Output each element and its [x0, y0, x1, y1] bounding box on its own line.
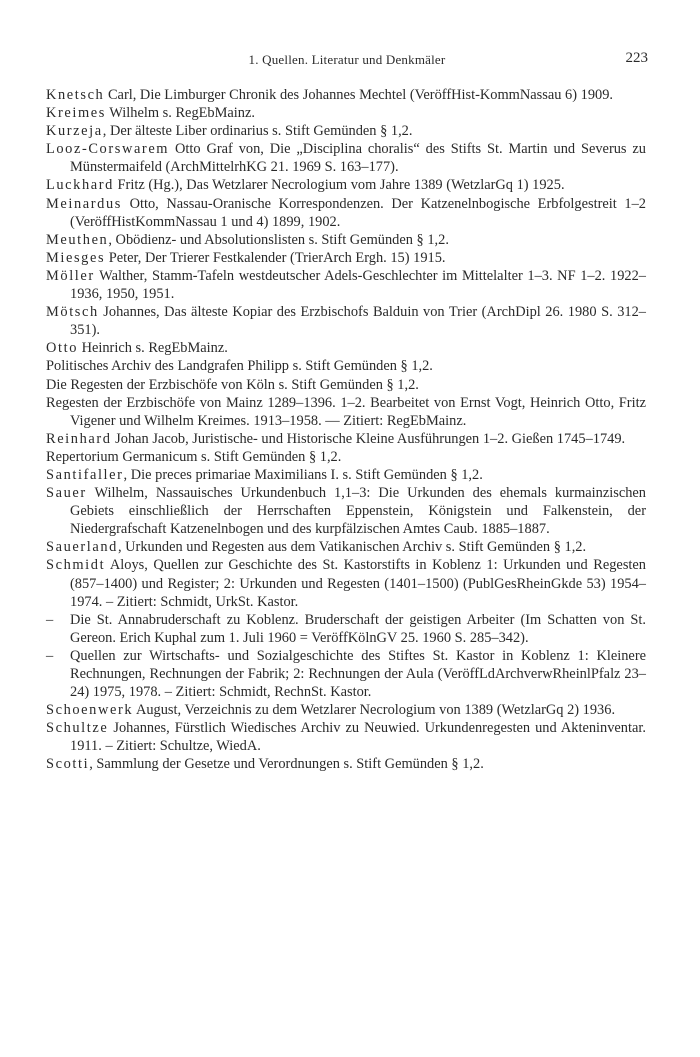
- entry-text: Wilhelm, Nassauisches Urkundenbuch 1,1–3: Die Urkunden des ehemals kurmainzischen Gebiets einschließlich der Herrschaften Eppenstein, Königstein und Falkenstein, der Niedergrafschaft Katzenelnbogen und des kurpfälzischen Amtes Caub. 1885–1887.: [70, 485, 646, 538]
- entry-text: Die St. Annabruderschaft zu Koblenz. Bruderschaft der geistigen Arbeiter (Im Schatten von St. Gereon. Erich Kuphal zum 1. Juli 1960 = VeröffKölnGV 25. 1960 S. 285–342).: [70, 611, 646, 646]
- bibliography-entry: [46, 719, 646, 755]
- entry-text: Johan Jacob, Juristische- und Historische Kleine Ausführungen 1–2. Gießen 1745–1749.: [111, 430, 626, 447]
- author-name: Mötsch: [46, 304, 99, 321]
- entry-text: Repertorium Germanicum s. Stift Gemünden § 1,2.: [46, 448, 342, 465]
- entry-text: Politisches Archiv des Landgrafen Philipp s. Stift Gemünden § 1,2.: [46, 358, 433, 375]
- bibliography-entry: [46, 357, 646, 375]
- bibliography-entry: [46, 466, 646, 484]
- author-name: Knetsch: [46, 87, 105, 103]
- author-name: Möller: [46, 267, 95, 284]
- entry-text: Fritz (Hg.), Das Wetzlarer Necrologium vom Jahre 1389 (WetzlarGq 1) 1925.: [113, 177, 565, 194]
- entry-text: August, Verzeichnis zu dem Wetzlarer Necrologium von 1389 (WetzlarGq 2) 1936.: [133, 702, 616, 719]
- author-name: Sauerland: [46, 539, 118, 556]
- entry-text: Carl, Die Limburger Chronik des Johannes Mechtel (VeröffHist-KommNassau 6) 1909.: [104, 87, 613, 103]
- author-name: Scotti: [46, 756, 90, 773]
- bibliography-list: [46, 86, 646, 774]
- author-name: Schmidt: [46, 557, 106, 574]
- bibliography-entry: [46, 339, 646, 357]
- entry-text: , Die preces primariae Maximilians I. s. Stift Gemünden § 1,2.: [123, 466, 483, 483]
- entry-text: , Urkunden und Regesten aus dem Vatikanischen Archiv s. Stift Gemünden § 1,2.: [117, 539, 587, 556]
- bibliography-entry: [46, 303, 646, 339]
- author-name: Luckhard: [46, 177, 114, 194]
- bibliography-entry: [46, 104, 646, 122]
- author-name: Sauer: [46, 485, 87, 502]
- author-name: Otto: [46, 340, 78, 357]
- bibliography-entry: [46, 484, 646, 538]
- page-header: [46, 50, 648, 70]
- entry-text: Otto, Nassau-Oranische Korrespondenzen. Der Katzenelnbogische Erbfolgestreit 1–2 (VeröffHistKommNassau 1 und 4) 1899, 1902.: [70, 195, 646, 230]
- entry-text: , Der älteste Liber ordinarius s. Stift Gemünden § 1,2.: [102, 123, 413, 140]
- bibliography-entry: [46, 195, 646, 231]
- entry-text: Regesten der Erzbischöfe von Mainz 1289–1396. 1–2. Bearbeitet von Ernst Vogt, Heinrich Otto, Fritz Vigener und Wilhelm Kreimes. 1913–1958. — Zitiert: RegEbMainz.: [46, 394, 646, 429]
- bibliography-entry: [46, 611, 646, 647]
- ditto-dash: –: [46, 611, 54, 628]
- bibliography-entry: [46, 86, 646, 104]
- entry-text: , Sammlung der Gesetze und Verordnungen s. Stift Gemünden § 1,2.: [89, 756, 484, 773]
- bibliography-entry: [46, 647, 646, 701]
- author-name: Kurzeja: [46, 123, 103, 140]
- bibliography-entry: [46, 267, 646, 303]
- entry-text: Aloys, Quellen zur Geschichte des St. Kastorstifts in Koblenz 1: Urkunden und Regesten (857–1400) und Register; 2: Urkunden und Regesten (1401–1500) (PublGesRheinGkde 53) 1954–1974. – Zitiert: Schmidt, UrkSt. Kastor.: [70, 557, 646, 610]
- bibliography-entry: [46, 376, 646, 394]
- bibliography-entry: [46, 556, 646, 610]
- author-name: Miesges: [46, 249, 106, 266]
- bibliography-entry: [46, 430, 646, 448]
- bibliography-entry: [46, 140, 646, 176]
- bibliography-entry: [46, 448, 646, 466]
- entry-text: Otto Graf von, Die „Disciplina choralis“ des Stifts St. Martin und Severus zu Münstermaifeld (ArchMittelrhKG 21. 1969 S. 163–177).: [70, 141, 646, 176]
- author-name: Reinhard: [46, 430, 112, 447]
- page-number: 223: [625, 50, 648, 66]
- bibliography-entry: [46, 122, 646, 140]
- bibliography-entry: [46, 176, 646, 194]
- author-name: Schoenwerk: [46, 702, 134, 719]
- entry-text: Johannes, Das älteste Kopiar des Erzbischofs Balduin von Trier (ArchDipl 26. 1980 S. 312–351).: [70, 304, 646, 339]
- author-name: Looz-Corswarem: [46, 141, 170, 158]
- author-name: Meinardus: [46, 195, 122, 212]
- ditto-dash: –: [46, 647, 54, 664]
- running-title: 1. Quellen. Literatur und Denkmäler: [248, 52, 446, 67]
- bibliography-entry: [46, 249, 646, 267]
- entry-text: Walther, Stamm-Tafeln westdeutscher Adels-Geschlechter im Mittelalter 1–3. NF 1–2. 1922–1936, 1950, 1951.: [70, 267, 646, 303]
- bibliography-entry: [46, 394, 646, 430]
- bibliography-entry: [46, 538, 646, 556]
- author-name: Kreimes: [46, 105, 106, 122]
- bibliography-entry: [46, 755, 646, 773]
- entry-text: Wilhelm s. RegEbMainz.: [105, 105, 255, 122]
- entry-text: Heinrich s. RegEbMainz.: [77, 340, 228, 357]
- entry-text: Peter, Der Trierer Festkalender (TrierArch Ergh. 15) 1915.: [105, 249, 446, 266]
- entry-text: Quellen zur Wirtschafts- und Sozialgeschichte des Stiftes St. Kastor in Koblenz 1: Kleinere Rechnungen, Rechnungen der Fabrik; 2: Rechnungen der Aula (VeröffLdArchverwRheinlPfalz 23–24) 1975, 1978. – Zitiert: Schmidt, RechnSt. Kastor.: [70, 647, 646, 701]
- author-name: Santifaller: [46, 466, 124, 483]
- bibliography-entry: [46, 701, 646, 719]
- entry-text: , Obödienz- und Absolutionslisten s. Stift Gemünden § 1,2.: [108, 231, 449, 248]
- entry-text: Die Regesten der Erzbischöfe von Köln s. Stift Gemünden § 1,2.: [46, 376, 419, 393]
- entry-text: Johannes, Fürstlich Wiedisches Archiv zu Neuwied. Urkundenregesten und Akteninventar. 1911. – Zitiert: Schultze, WiedA.: [70, 720, 646, 755]
- author-name: Meuthen: [46, 231, 109, 248]
- author-name: Schultze: [46, 720, 109, 737]
- bibliography-entry: [46, 231, 646, 249]
